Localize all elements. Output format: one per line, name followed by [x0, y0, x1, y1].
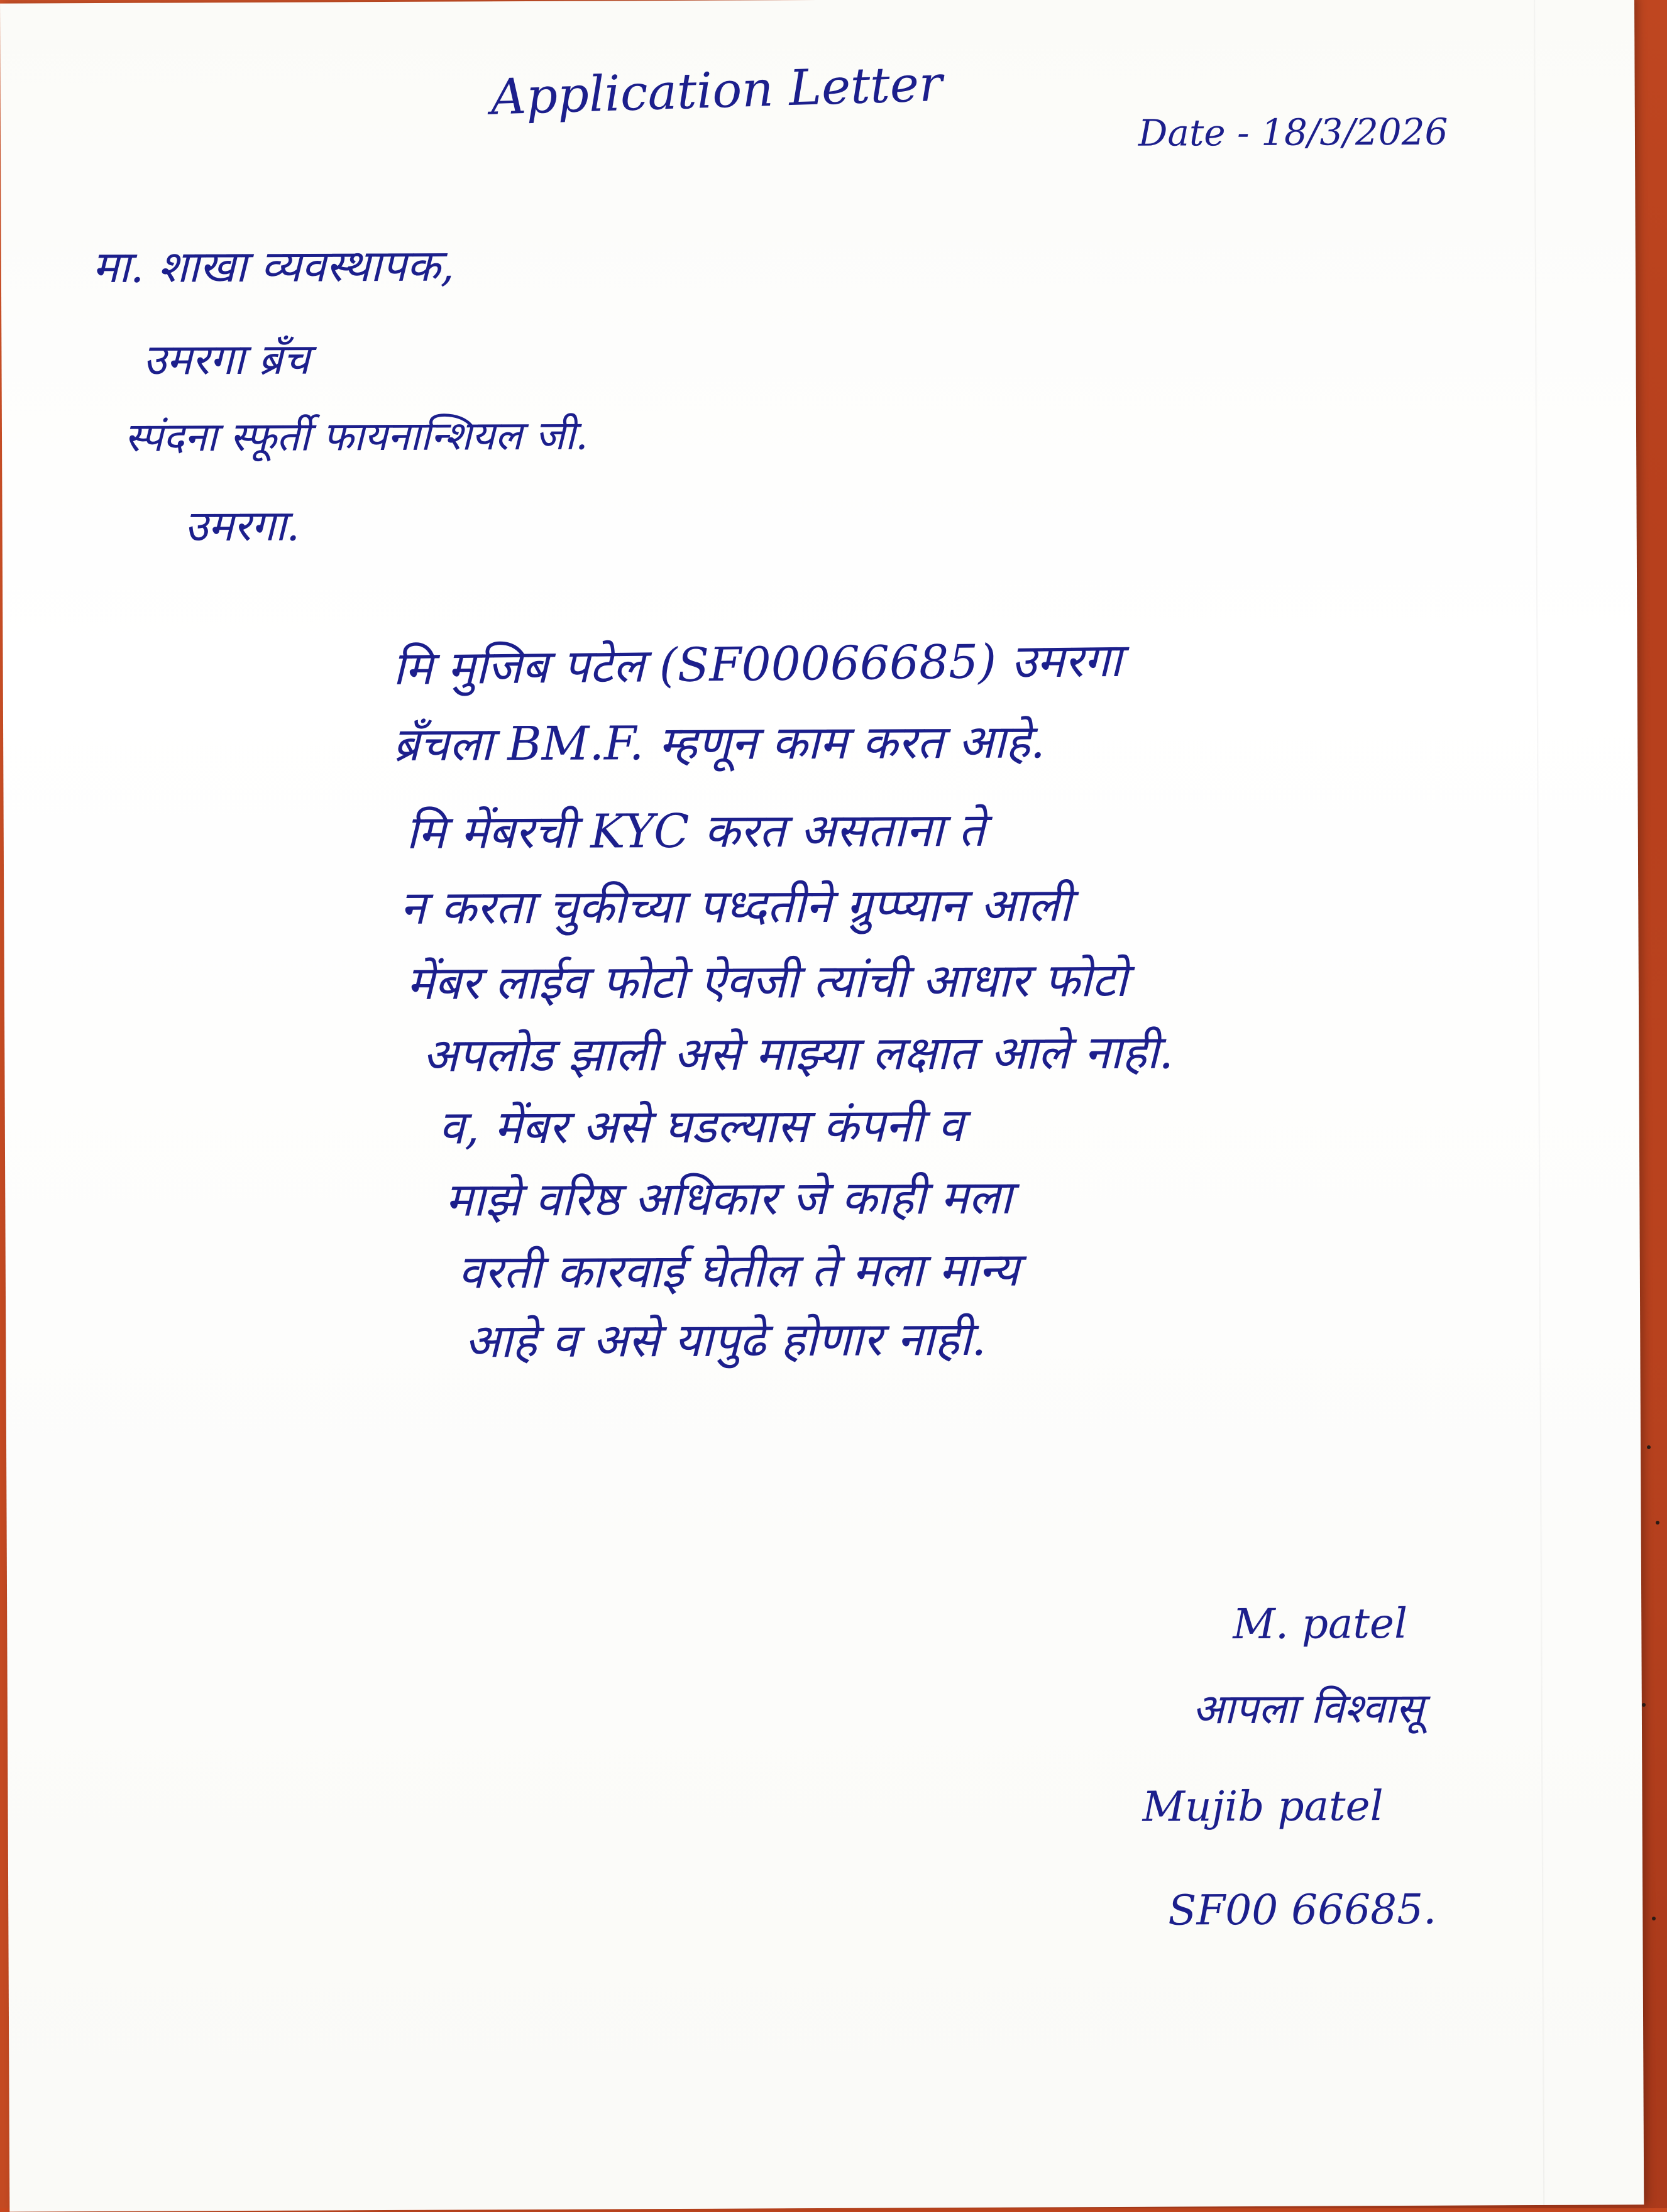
- body-line: आहे व असे यापुढे होणार नाही.: [465, 1311, 987, 1369]
- debris-speck: [1656, 1521, 1659, 1525]
- address-line-city: उमरगा.: [184, 501, 300, 552]
- signature-employee-id: SF00 66685.: [1168, 1885, 1437, 1935]
- signature-mark: M. patel: [1233, 1599, 1408, 1649]
- address-line-company: स्पंदना स्फूर्ती फायनान्शियल जी.: [124, 412, 588, 461]
- debris-speck: [1652, 1917, 1656, 1920]
- body-line: मेंबर लाईव फोटो ऐवजी त्यांची आधार फोटो: [406, 953, 1128, 1010]
- body-line: वरती कारवाई घेतील ते मला मान्य: [458, 1242, 1020, 1300]
- debris-speck: [1642, 1703, 1646, 1707]
- body-line: माझे वरिष्ठ अधिकार जे काही मला: [445, 1170, 1013, 1227]
- body-line: ब्रँचला BM.F. म्हणून काम करत आहे.: [392, 715, 1045, 772]
- signature-closing: आपला विश्वासू: [1192, 1684, 1424, 1734]
- body-line: मि मुजिब पटेल (SF00066685) उमरगा: [392, 633, 1122, 696]
- address-line-recipient: मा. शाखा व्यवस्थापक,: [92, 239, 454, 293]
- body-line: अपलोड झाली असे माझ्या लक्षात आले नाही.: [422, 1025, 1174, 1083]
- letter-title: Application Letter: [490, 55, 944, 126]
- body-line: न करता चुकीच्या पध्दतीने ग्रुप्प्यान आली: [400, 878, 1072, 935]
- body-line: मि मेंबरची KYC करत असताना ते: [405, 802, 985, 860]
- address-line-branch: उमरगा ब्रँच: [143, 334, 310, 385]
- debris-speck: [1647, 1445, 1651, 1449]
- signature-name: Mujib patel: [1142, 1782, 1384, 1831]
- body-line: व, मेंबर असे घडल्यास कंपनी व: [438, 1098, 964, 1155]
- letter-date: Date - 18/3/2026: [1138, 110, 1448, 155]
- paper-fold: [1534, 0, 1545, 2205]
